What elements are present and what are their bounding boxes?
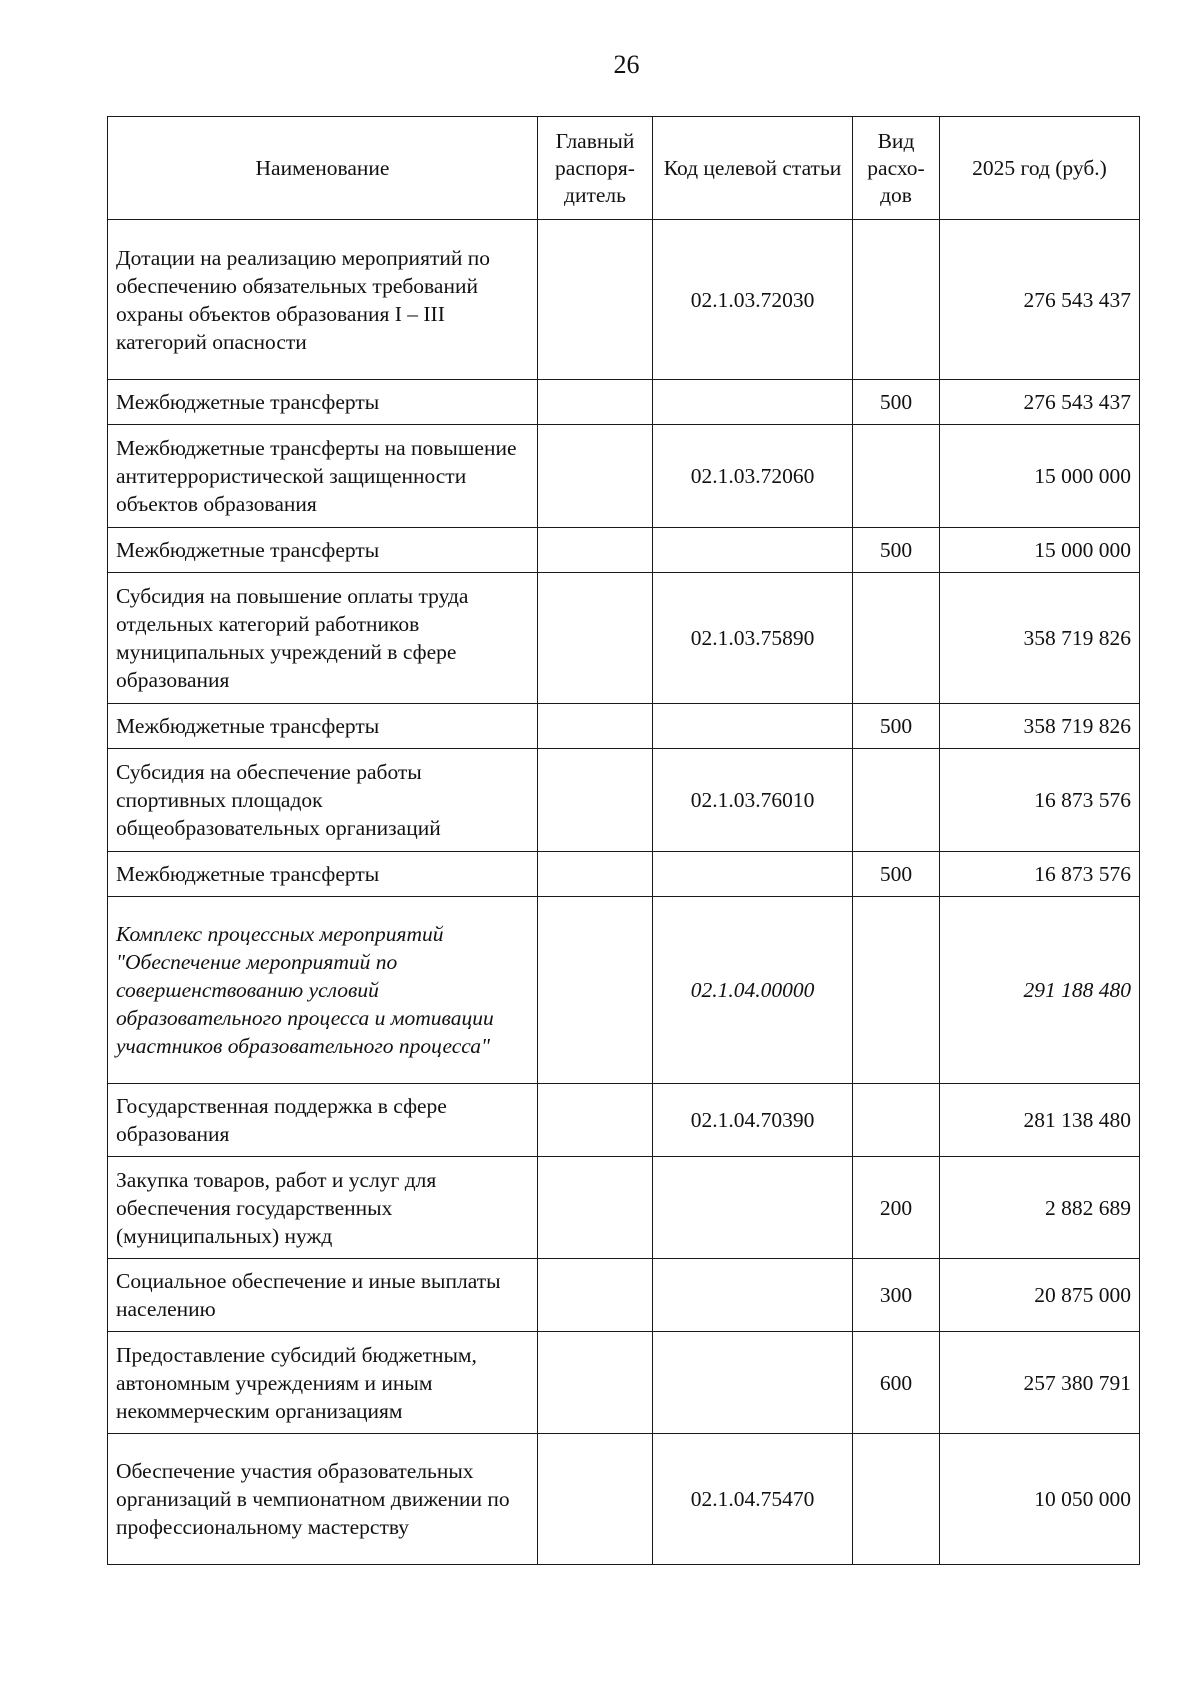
header-target-code: Код целевой статьи — [653, 117, 853, 220]
row-amount: 358 719 826 — [940, 704, 1140, 749]
row-expense-type: 300 — [853, 1259, 940, 1332]
row-name: Комплекс процессных мероприятий "Обеспечение мероприятий по совершенствованию условий образовательного процесса и мотивации участников образовательного процесса" — [108, 897, 538, 1084]
row-name: Межбюджетные трансферты — [108, 528, 538, 573]
row-target-code — [653, 852, 853, 897]
table-row — [108, 1084, 1140, 1157]
row-chief-manager — [538, 704, 653, 749]
row-chief-manager — [538, 1157, 653, 1259]
row-chief-manager — [538, 897, 653, 1084]
header-name: Наименование — [108, 117, 538, 220]
row-expense-type: 200 — [853, 1157, 940, 1259]
row-chief-manager — [538, 573, 653, 704]
row-expense-type: 500 — [853, 704, 940, 749]
table-row — [108, 852, 1140, 897]
row-amount: 15 000 000 — [940, 528, 1140, 573]
row-chief-manager — [538, 528, 653, 573]
row-chief-manager — [538, 220, 653, 380]
table-row — [108, 704, 1140, 749]
budget-table — [107, 116, 1140, 1565]
row-target-code — [653, 528, 853, 573]
row-amount: 281 138 480 — [940, 1084, 1140, 1157]
row-target-code: 02.1.03.72030 — [653, 220, 853, 380]
row-name: Субсидия на повышение оплаты труда отдельных категорий работников муниципальных учреждений в сфере образования — [108, 573, 538, 704]
row-chief-manager — [538, 1084, 653, 1157]
page-number: 26 — [613, 50, 640, 79]
row-expense-type — [853, 1434, 940, 1565]
row-expense-type — [853, 425, 940, 528]
row-target-code: 02.1.04.70390 — [653, 1084, 853, 1157]
row-target-code: 02.1.03.72060 — [653, 425, 853, 528]
row-name: Межбюджетные трансферты — [108, 852, 538, 897]
row-amount: 15 000 000 — [940, 425, 1140, 528]
row-name: Межбюджетные трансферты — [108, 704, 538, 749]
row-expense-type — [853, 897, 940, 1084]
table-row — [108, 528, 1140, 573]
row-expense-type: 500 — [853, 528, 940, 573]
table-header-row — [108, 117, 1140, 220]
header-amount-2025: 2025 год (руб.) — [940, 117, 1140, 220]
row-amount: 358 719 826 — [940, 573, 1140, 704]
table-row — [108, 1434, 1140, 1565]
table-row — [108, 220, 1140, 380]
row-name: Обеспечение участия образовательных организаций в чемпионатном движении по профессиональному мастерству — [108, 1434, 538, 1565]
table-row — [108, 749, 1140, 852]
table-row — [108, 1332, 1140, 1434]
row-amount: 276 543 437 — [940, 220, 1140, 380]
row-expense-type: 500 — [853, 380, 940, 425]
table-row — [108, 573, 1140, 704]
row-target-code — [653, 1332, 853, 1434]
row-chief-manager — [538, 1332, 653, 1434]
row-expense-type — [853, 220, 940, 380]
row-name: Государственная поддержка в сфере образования — [108, 1084, 538, 1157]
table-row — [108, 1259, 1140, 1332]
row-target-code — [653, 704, 853, 749]
row-amount: 20 875 000 — [940, 1259, 1140, 1332]
row-chief-manager — [538, 852, 653, 897]
table-row — [108, 425, 1140, 528]
table-row — [108, 380, 1140, 425]
row-name: Социальное обеспечение и иные выплаты населению — [108, 1259, 538, 1332]
row-expense-type — [853, 1084, 940, 1157]
row-target-code — [653, 380, 853, 425]
row-amount: 16 873 576 — [940, 852, 1140, 897]
row-target-code: 02.1.04.00000 — [653, 897, 853, 1084]
table-row — [108, 1157, 1140, 1259]
row-expense-type — [853, 749, 940, 852]
row-chief-manager — [538, 380, 653, 425]
row-name: Закупка товаров, работ и услуг для обеспечения государственных (муниципальных) нужд — [108, 1157, 538, 1259]
header-expense-type: Вид расхо- дов — [853, 117, 940, 220]
row-amount: 10 050 000 — [940, 1434, 1140, 1565]
row-name: Предоставление субсидий бюджетным, автономным учреждениям и иным некоммерческим организациям — [108, 1332, 538, 1434]
row-amount: 16 873 576 — [940, 749, 1140, 852]
row-expense-type — [853, 573, 940, 704]
row-expense-type: 600 — [853, 1332, 940, 1434]
row-chief-manager — [538, 1434, 653, 1565]
row-amount: 2 882 689 — [940, 1157, 1140, 1259]
row-name: Межбюджетные трансферты — [108, 380, 538, 425]
row-amount: 257 380 791 — [940, 1332, 1140, 1434]
row-name: Субсидия на обеспечение работы спортивных площадок общеобразовательных организаций — [108, 749, 538, 852]
row-expense-type: 500 — [853, 852, 940, 897]
table-row — [108, 897, 1140, 1084]
row-target-code — [653, 1259, 853, 1332]
row-target-code: 02.1.03.75890 — [653, 573, 853, 704]
row-target-code — [653, 1157, 853, 1259]
row-name: Дотации на реализацию мероприятий по обеспечению обязательных требований охраны объектов образования I – III категорий опасности — [108, 220, 538, 380]
row-chief-manager — [538, 749, 653, 852]
row-target-code: 02.1.03.76010 — [653, 749, 853, 852]
row-amount: 291 188 480 — [940, 897, 1140, 1084]
row-chief-manager — [538, 425, 653, 528]
row-amount: 276 543 437 — [940, 380, 1140, 425]
row-chief-manager — [538, 1259, 653, 1332]
row-name: Межбюджетные трансферты на повышение антитеррористической защищенности объектов образования — [108, 425, 538, 528]
header-chief-manager: Главный распоря- дитель — [538, 117, 653, 220]
row-target-code: 02.1.04.75470 — [653, 1434, 853, 1565]
